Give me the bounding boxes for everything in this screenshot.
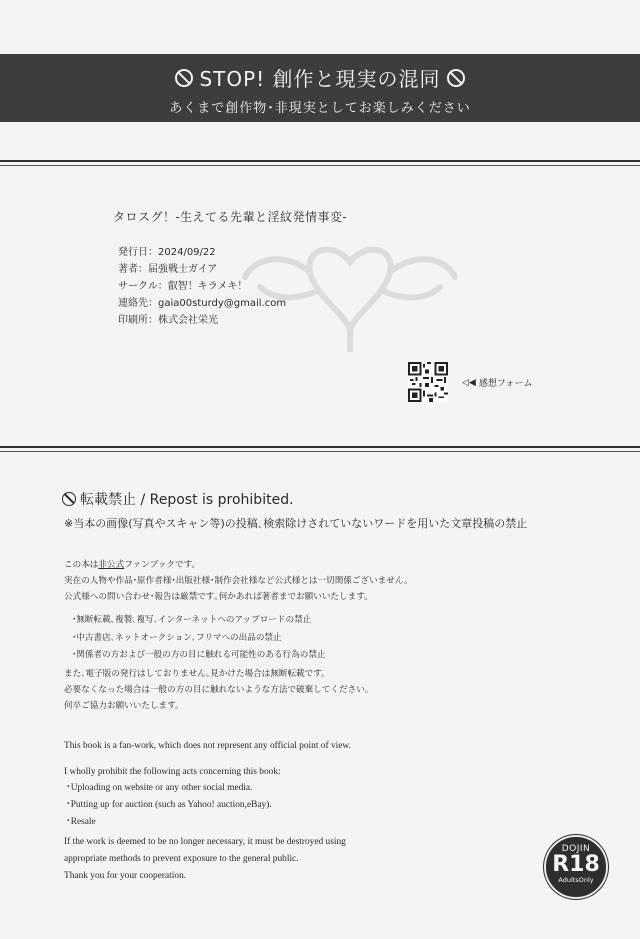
colophon-line: 著者：届強戦士ガイア <box>118 264 218 275</box>
prohibition-list <box>72 612 326 665</box>
paragraph-line: Thank you for your cooperation. <box>64 871 187 881</box>
colophon-line: サークル：叡智！キラメキ！ <box>118 281 248 292</box>
feedback-form-label: 感想フォーム <box>478 379 533 389</box>
unofficial-text: 非公式 <box>98 560 125 570</box>
divider <box>0 160 640 162</box>
list-item: ･中古書店､ネットオークション､フリマへの出品の禁止 <box>72 632 282 643</box>
colophon-line: 印刷所：株式会社栄光 <box>118 315 218 326</box>
list-item: ･関係者の方および一般の方の目に触れる可能性のある行為の禁止 <box>72 650 326 660</box>
badge-top: DOJIN <box>561 844 591 854</box>
fanbook-text: この本は <box>64 560 99 570</box>
list-item: ･無断転載､複製､複写､インターネットへのアップロードの禁止 <box>72 615 312 625</box>
paragraph-line: 公式様への問い合わせ･報告は厳禁です｡何かあれば著者までお願いいたします。 <box>64 592 373 602</box>
list-item: ･Putting up for auction (such as Yahoo! auction,eBay). <box>66 800 272 810</box>
warning-banner <box>0 54 640 122</box>
english-paragraph: This book is a fan-work, which does not represent any official point of view. <box>64 741 351 751</box>
prohibited-icon <box>447 69 465 87</box>
divider <box>0 165 640 166</box>
english-list <box>66 780 272 831</box>
paragraph-line: 必要なくなった場合は一般の方の目に触れないような方法で破棄してください。 <box>64 685 374 695</box>
book-title: タロスグ！-生えてる先輩と淫紋発情事変- <box>113 210 348 224</box>
paragraph-line: If the work is deemed to be no longer necessary, it must be destroyed using <box>64 837 346 847</box>
banner-title-row <box>0 63 640 92</box>
divider <box>0 446 640 448</box>
divider <box>0 451 640 452</box>
repost-heading: 転載禁止 / Repost is prohibited. <box>80 492 294 508</box>
fanbook-text: ファンブックです。 <box>124 560 201 570</box>
colophon-line: 連絡先：gaia00sturdy@gmail.com <box>118 298 287 309</box>
banner-title: STOP! 創作と現実の混同 <box>199 67 441 91</box>
paragraph-line: 何卒ご協力お願いいたします。 <box>64 701 184 711</box>
feedback-form-link[interactable] <box>462 376 532 389</box>
repost-heading-row <box>62 489 294 509</box>
japanese-paragraph <box>64 557 413 605</box>
badge-main: R18 <box>552 852 600 877</box>
paragraph-line: appropriate methods to prevent exposure to the general public. <box>64 854 299 864</box>
english-paragraph <box>64 834 346 885</box>
banner-subtitle: あくまで創作物･非現実としてお楽しみください <box>169 101 471 116</box>
qr-code-icon[interactable] <box>408 362 448 402</box>
prohibited-icon <box>175 69 193 87</box>
badge-bottom: AdultsOnly <box>558 876 594 884</box>
list-item: ･Uploading on website or any other social media. <box>66 783 253 793</box>
list-item: ･Resale <box>66 817 96 827</box>
paragraph-line: また､電子版の発行はしておりません｡見かけた場合は無断転載です。 <box>64 669 330 679</box>
colophon-line: 発行日：2024/09/22 <box>118 247 216 258</box>
colophon <box>118 244 286 329</box>
paragraph-line: 実在の人物や作品･原作者様･出版社様･制作会社様など公式様とは一切関係ございません。 <box>64 576 413 586</box>
repost-note: ※当本の画像(写真やスキャン等)の投稿､検索除けされていないワードを用いた文章投稿の禁止 <box>64 517 528 530</box>
japanese-paragraph <box>64 666 373 714</box>
english-paragraph: I wholly prohibit the following acts concerning this book: <box>64 767 281 777</box>
prohibited-icon <box>62 492 76 506</box>
r18-badge <box>544 835 608 899</box>
arrow-left-icon: ◁◀ <box>462 377 476 388</box>
